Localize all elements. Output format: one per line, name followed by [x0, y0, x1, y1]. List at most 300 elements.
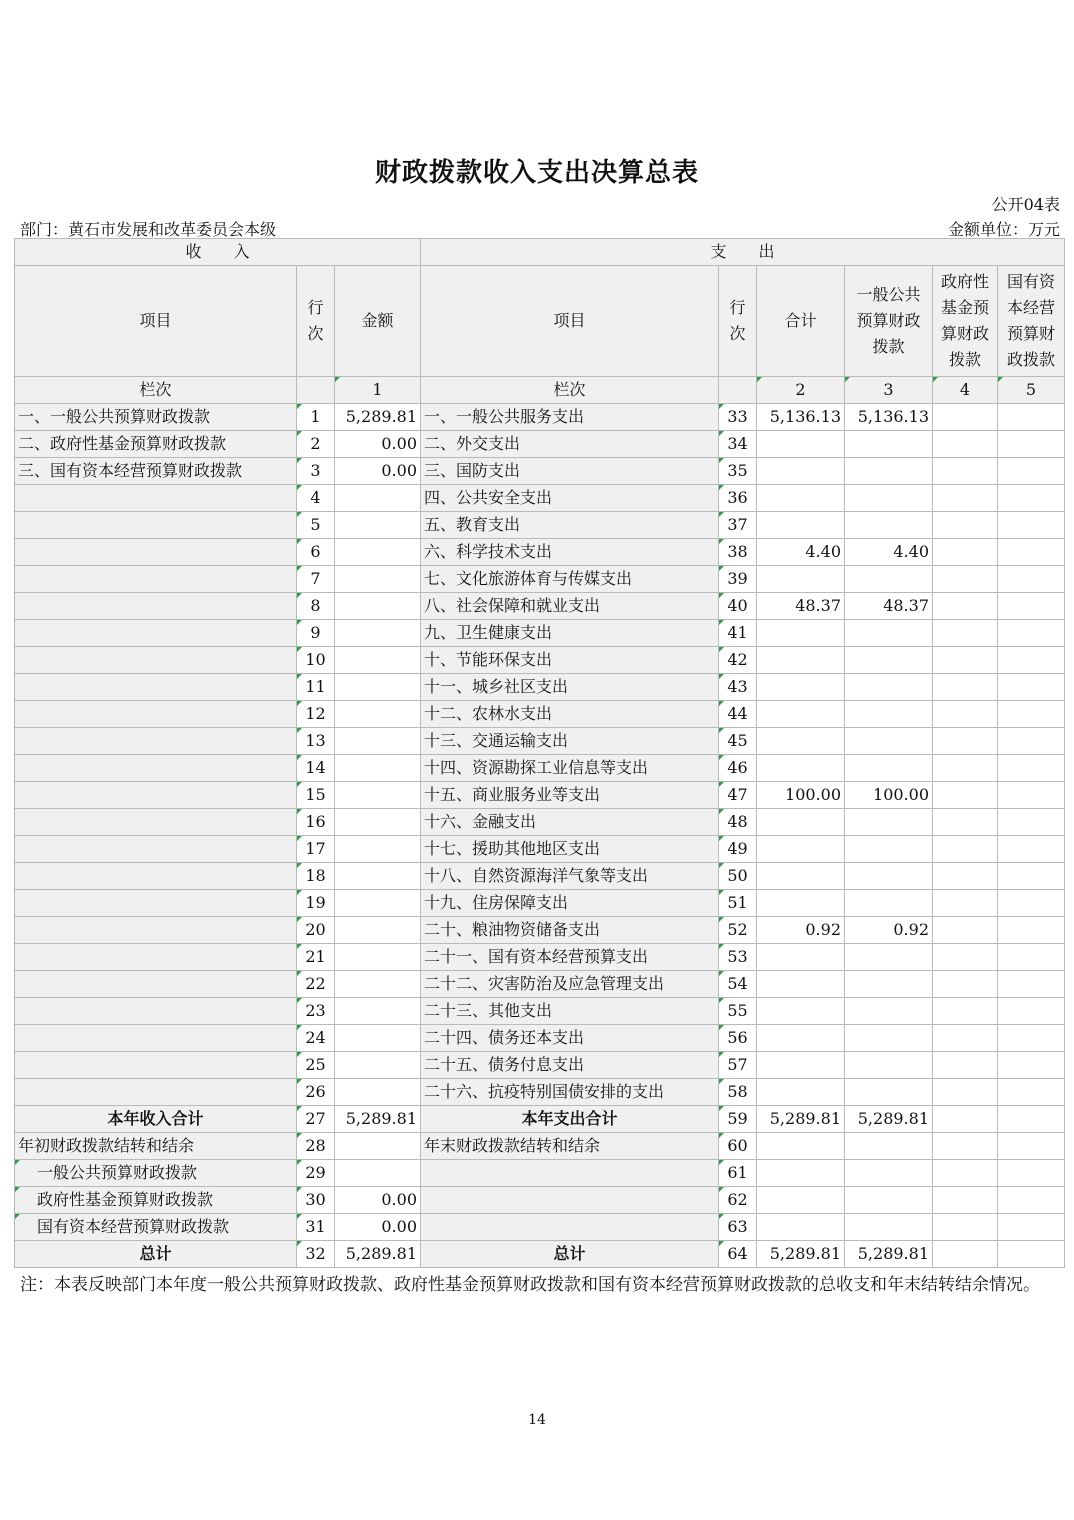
state-capital-amount-cell	[998, 593, 1065, 620]
income-row-no-cell: 25	[297, 1052, 335, 1079]
income-amount-cell	[335, 1025, 421, 1052]
table-row	[15, 458, 1065, 485]
expense-item-cell: 三、国防支出	[421, 458, 719, 485]
expense-row-no-cell: 63	[719, 1214, 757, 1241]
income-item-cell	[15, 701, 297, 728]
income-row-no-cell: 2	[297, 431, 335, 458]
expense-item-cell	[421, 1214, 719, 1241]
expense-item-cell: 一、一般公共服务支出	[421, 404, 719, 431]
gov-fund-amount-cell	[933, 971, 998, 998]
expense-total-cell	[757, 755, 845, 782]
carry-row	[15, 1133, 1065, 1160]
table-row	[15, 593, 1065, 620]
gov-fund-header: 政府性 基金预 算财政 拨款	[933, 266, 998, 377]
income-row-no-cell: 10	[297, 647, 335, 674]
income-row-no-cell: 9	[297, 620, 335, 647]
expense-group-header: 支 出	[421, 239, 1065, 266]
income-row-no-cell: 27	[297, 1106, 335, 1133]
general-budget-amount-cell	[845, 647, 933, 674]
income-amount-cell	[335, 863, 421, 890]
gov-fund-amount-cell	[933, 728, 998, 755]
expense-row-no-cell: 41	[719, 620, 757, 647]
income-row-no-cell: 4	[297, 485, 335, 512]
expense-item-cell: 十二、农林水支出	[421, 701, 719, 728]
general-budget-amount-cell	[845, 809, 933, 836]
income-item-header: 项目	[15, 266, 297, 377]
expense-total-cell	[757, 944, 845, 971]
gov-fund-amount-cell	[933, 485, 998, 512]
blank-cell	[719, 377, 757, 404]
state-capital-amount-cell	[998, 1133, 1065, 1160]
expense-total-cell	[757, 485, 845, 512]
income-amount-cell	[335, 998, 421, 1025]
state-capital-amount-cell	[998, 458, 1065, 485]
income-amount-cell	[335, 1079, 421, 1106]
expense-total-cell: 5,289.81	[757, 1241, 845, 1268]
expense-row-no-cell: 61	[719, 1160, 757, 1187]
expense-total-cell	[757, 998, 845, 1025]
state-capital-amount-cell	[998, 701, 1065, 728]
income-amount-cell	[335, 890, 421, 917]
table-row	[15, 1052, 1065, 1079]
col-number-2: 2	[757, 377, 845, 404]
expense-item-cell: 二十三、其他支出	[421, 998, 719, 1025]
general-budget-amount-cell: 0.92	[845, 917, 933, 944]
general-budget-amount-cell	[845, 728, 933, 755]
income-amount-cell: 5,289.81	[335, 404, 421, 431]
table-row	[15, 512, 1065, 539]
expense-row-no-cell: 35	[719, 458, 757, 485]
general-budget-amount-cell	[845, 863, 933, 890]
gov-fund-amount-cell	[933, 1133, 998, 1160]
income-item-cell: 政府性基金预算财政拨款	[15, 1187, 297, 1214]
general-budget-amount-cell: 5,289.81	[845, 1241, 933, 1268]
income-row-no-cell: 26	[297, 1079, 335, 1106]
income-amount-cell	[335, 566, 421, 593]
income-row-no-cell: 32	[297, 1241, 335, 1268]
expense-item-cell: 二、外交支出	[421, 431, 719, 458]
income-item-cell: 本年收入合计	[15, 1106, 297, 1133]
expense-total-cell	[757, 728, 845, 755]
income-amount-cell	[335, 728, 421, 755]
state-capital-amount-cell	[998, 863, 1065, 890]
income-item-cell	[15, 539, 297, 566]
income-amount-cell	[335, 755, 421, 782]
expense-row-no-cell: 42	[719, 647, 757, 674]
table-row	[15, 863, 1065, 890]
general-budget-amount-cell	[845, 1214, 933, 1241]
gov-fund-amount-cell	[933, 701, 998, 728]
income-item-cell	[15, 1052, 297, 1079]
gov-fund-amount-cell	[933, 836, 998, 863]
income-amount-cell: 0.00	[335, 458, 421, 485]
budget-summary-table	[14, 238, 1065, 1268]
income-row-no-cell: 23	[297, 998, 335, 1025]
income-row-no-cell: 5	[297, 512, 335, 539]
column-number-row	[15, 377, 1065, 404]
expense-row-no-cell: 56	[719, 1025, 757, 1052]
table-row	[15, 890, 1065, 917]
state-capital-amount-cell	[998, 917, 1065, 944]
table-row	[15, 404, 1065, 431]
income-col-label: 栏次	[15, 377, 297, 404]
col-number-5: 5	[998, 377, 1065, 404]
column-header-row	[15, 266, 1065, 377]
income-item-cell: 年初财政拨款结转和结余	[15, 1133, 297, 1160]
expense-item-cell: 十一、城乡社区支出	[421, 674, 719, 701]
state-capital-amount-cell	[998, 809, 1065, 836]
expense-row-no-cell: 34	[719, 431, 757, 458]
income-item-cell	[15, 809, 297, 836]
expense-item-cell: 二十、粮油物资储备支出	[421, 917, 719, 944]
income-item-cell	[15, 485, 297, 512]
expense-total-cell: 100.00	[757, 782, 845, 809]
general-budget-amount-cell	[845, 620, 933, 647]
table-row	[15, 971, 1065, 998]
expense-total-cell	[757, 1133, 845, 1160]
expense-row-no-cell: 54	[719, 971, 757, 998]
income-row-no-cell: 13	[297, 728, 335, 755]
income-amount-cell: 5,289.81	[335, 1106, 421, 1133]
general-budget-amount-cell	[845, 755, 933, 782]
expense-total-cell	[757, 431, 845, 458]
income-amount-cell: 5,289.81	[335, 1241, 421, 1268]
general-budget-amount-cell: 100.00	[845, 782, 933, 809]
income-row-no-cell: 29	[297, 1160, 335, 1187]
expense-total-cell	[757, 512, 845, 539]
gov-fund-amount-cell	[933, 1241, 998, 1268]
expense-total-cell: 0.92	[757, 917, 845, 944]
expense-item-cell: 十五、商业服务业等支出	[421, 782, 719, 809]
income-item-cell	[15, 647, 297, 674]
income-row-no-cell: 30	[297, 1187, 335, 1214]
income-item-cell	[15, 512, 297, 539]
expense-row-no-cell: 59	[719, 1106, 757, 1133]
income-item-cell	[15, 620, 297, 647]
general-budget-amount-cell	[845, 836, 933, 863]
state-capital-amount-cell	[998, 1025, 1065, 1052]
income-row-no-cell: 6	[297, 539, 335, 566]
state-capital-amount-cell	[998, 890, 1065, 917]
general-budget-amount-cell	[845, 998, 933, 1025]
expense-row-no-cell: 51	[719, 890, 757, 917]
gov-fund-amount-cell	[933, 1160, 998, 1187]
general-budget-amount-cell	[845, 431, 933, 458]
income-row-no-cell: 14	[297, 755, 335, 782]
expense-item-cell: 十八、自然资源海洋气象等支出	[421, 863, 719, 890]
expense-row-no-cell: 44	[719, 701, 757, 728]
expense-item-cell: 十、节能环保支出	[421, 647, 719, 674]
state-capital-amount-cell	[998, 1079, 1065, 1106]
state-capital-amount-cell	[998, 620, 1065, 647]
income-item-cell	[15, 755, 297, 782]
gov-fund-amount-cell	[933, 1214, 998, 1241]
col-number-3: 3	[845, 377, 933, 404]
expense-total-cell: 48.37	[757, 593, 845, 620]
general-budget-amount-cell	[845, 1133, 933, 1160]
income-amount-cell	[335, 593, 421, 620]
state-capital-amount-cell	[998, 485, 1065, 512]
income-amount-cell	[335, 701, 421, 728]
table-row	[15, 755, 1065, 782]
page-number: 14	[528, 1412, 546, 1428]
expense-total-cell	[757, 620, 845, 647]
expense-item-header: 项目	[421, 266, 719, 377]
income-amount-cell	[335, 971, 421, 998]
expense-total-cell	[757, 971, 845, 998]
income-item-cell	[15, 917, 297, 944]
expense-total-cell	[757, 809, 845, 836]
gov-fund-amount-cell	[933, 1079, 998, 1106]
expense-row-no-cell: 48	[719, 809, 757, 836]
gov-fund-amount-cell	[933, 647, 998, 674]
general-budget-amount-cell: 48.37	[845, 593, 933, 620]
expense-item-cell: 二十二、灾害防治及应急管理支出	[421, 971, 719, 998]
income-group-header: 收 入	[15, 239, 421, 266]
expense-item-cell: 五、教育支出	[421, 512, 719, 539]
income-row-no-cell: 16	[297, 809, 335, 836]
general-budget-amount-cell	[845, 971, 933, 998]
expense-row-no-cell: 33	[719, 404, 757, 431]
expense-item-cell: 四、公共安全支出	[421, 485, 719, 512]
income-item-cell	[15, 863, 297, 890]
expense-item-cell: 十三、交通运输支出	[421, 728, 719, 755]
expense-row-no-cell: 57	[719, 1052, 757, 1079]
income-item-cell: 二、政府性基金预算财政拨款	[15, 431, 297, 458]
income-item-cell	[15, 944, 297, 971]
income-amount-cell	[335, 674, 421, 701]
gov-fund-amount-cell	[933, 458, 998, 485]
income-item-cell: 三、国有资本经营预算财政拨款	[15, 458, 297, 485]
general-budget-amount-cell	[845, 512, 933, 539]
income-row-no-cell: 19	[297, 890, 335, 917]
grand-total-row	[15, 1241, 1065, 1268]
state-capital-amount-cell	[998, 1160, 1065, 1187]
state-capital-amount-cell	[998, 836, 1065, 863]
expense-item-cell: 十七、援助其他地区支出	[421, 836, 719, 863]
general-budget-amount-cell	[845, 458, 933, 485]
income-row-no-cell: 15	[297, 782, 335, 809]
subtotal-row	[15, 1106, 1065, 1133]
gov-fund-amount-cell	[933, 1052, 998, 1079]
state-capital-amount-cell	[998, 1187, 1065, 1214]
income-amount-cell	[335, 620, 421, 647]
income-row-no-cell: 22	[297, 971, 335, 998]
gov-fund-amount-cell	[933, 1106, 998, 1133]
expense-item-cell: 八、社会保障和就业支出	[421, 593, 719, 620]
expense-item-cell	[421, 1160, 719, 1187]
state-capital-amount-cell	[998, 755, 1065, 782]
general-budget-amount-cell	[845, 701, 933, 728]
general-budget-amount-cell: 4.40	[845, 539, 933, 566]
expense-row-no-cell: 46	[719, 755, 757, 782]
general-budget-amount-cell	[845, 1052, 933, 1079]
gov-fund-amount-cell	[933, 404, 998, 431]
income-item-cell: 一、一般公共预算财政拨款	[15, 404, 297, 431]
state-capital-amount-cell	[998, 1052, 1065, 1079]
state-capital-amount-cell	[998, 566, 1065, 593]
expense-total-cell: 5,136.13	[757, 404, 845, 431]
state-capital-amount-cell	[998, 431, 1065, 458]
expense-item-cell: 七、文化旅游体育与传媒支出	[421, 566, 719, 593]
income-row-no-cell: 12	[297, 701, 335, 728]
group-header-row	[15, 239, 1065, 266]
income-item-cell	[15, 674, 297, 701]
expense-row-no-header: 行 次	[719, 266, 757, 377]
income-item-cell	[15, 971, 297, 998]
income-amount-cell	[335, 917, 421, 944]
expense-row-no-cell: 40	[719, 593, 757, 620]
expense-item-cell: 年末财政拨款结转和结余	[421, 1133, 719, 1160]
income-row-no-cell: 11	[297, 674, 335, 701]
table-row	[15, 917, 1065, 944]
general-budget-header: 一般公共 预算财政 拨款	[845, 266, 933, 377]
general-budget-amount-cell: 5,289.81	[845, 1106, 933, 1133]
expense-row-no-cell: 62	[719, 1187, 757, 1214]
gov-fund-amount-cell	[933, 944, 998, 971]
income-amount-cell	[335, 539, 421, 566]
state-capital-amount-cell	[998, 1214, 1065, 1241]
income-amount-cell: 0.00	[335, 1187, 421, 1214]
general-budget-amount-cell	[845, 1079, 933, 1106]
department-label: 部门：黄石市发展和改革委员会本级	[20, 220, 277, 239]
expense-row-no-cell: 55	[719, 998, 757, 1025]
table-row	[15, 728, 1065, 755]
income-item-cell	[15, 836, 297, 863]
expense-item-cell: 本年支出合计	[421, 1106, 719, 1133]
state-capital-amount-cell	[998, 404, 1065, 431]
expense-row-no-cell: 39	[719, 566, 757, 593]
state-capital-amount-cell	[998, 647, 1065, 674]
income-row-no-cell: 8	[297, 593, 335, 620]
state-capital-amount-cell	[998, 1241, 1065, 1268]
gov-fund-amount-cell	[933, 782, 998, 809]
expense-row-no-cell: 50	[719, 863, 757, 890]
expense-item-cell	[421, 1187, 719, 1214]
gov-fund-amount-cell	[933, 917, 998, 944]
expense-row-no-cell: 47	[719, 782, 757, 809]
expense-total-cell	[757, 1187, 845, 1214]
income-item-cell	[15, 782, 297, 809]
state-capital-amount-cell	[998, 539, 1065, 566]
income-amount-cell	[335, 836, 421, 863]
income-item-cell	[15, 566, 297, 593]
state-capital-amount-cell	[998, 998, 1065, 1025]
expense-total-cell	[757, 836, 845, 863]
income-amount-cell: 0.00	[335, 431, 421, 458]
income-amount-cell: 0.00	[335, 1214, 421, 1241]
expense-total-cell: 5,289.81	[757, 1106, 845, 1133]
income-amount-cell	[335, 512, 421, 539]
expense-item-cell: 二十六、抗疫特别国债安排的支出	[421, 1079, 719, 1106]
general-budget-amount-cell	[845, 566, 933, 593]
table-row	[15, 1079, 1065, 1106]
gov-fund-amount-cell	[933, 512, 998, 539]
expense-item-cell: 二十五、债务付息支出	[421, 1052, 719, 1079]
general-budget-amount-cell: 5,136.13	[845, 404, 933, 431]
income-amount-cell	[335, 809, 421, 836]
expense-total-cell	[757, 1052, 845, 1079]
expense-row-no-cell: 60	[719, 1133, 757, 1160]
income-row-no-cell: 17	[297, 836, 335, 863]
gov-fund-amount-cell	[933, 863, 998, 890]
expense-total-cell	[757, 458, 845, 485]
gov-fund-amount-cell	[933, 593, 998, 620]
state-capital-amount-cell	[998, 512, 1065, 539]
expense-total-cell	[757, 566, 845, 593]
table-row	[15, 809, 1065, 836]
income-row-no-cell: 24	[297, 1025, 335, 1052]
expense-row-no-cell: 58	[719, 1079, 757, 1106]
general-budget-amount-cell	[845, 485, 933, 512]
income-row-no-cell: 21	[297, 944, 335, 971]
state-capital-amount-cell	[998, 782, 1065, 809]
income-item-cell	[15, 728, 297, 755]
expense-item-cell: 十六、金融支出	[421, 809, 719, 836]
expense-item-cell: 十九、住房保障支出	[421, 890, 719, 917]
income-item-cell	[15, 1079, 297, 1106]
col-number-4: 4	[933, 377, 998, 404]
general-budget-amount-cell	[845, 674, 933, 701]
income-row-no-header: 行 次	[297, 266, 335, 377]
carry-row	[15, 1187, 1065, 1214]
general-budget-amount-cell	[845, 890, 933, 917]
income-amount-cell	[335, 485, 421, 512]
income-row-no-cell: 31	[297, 1214, 335, 1241]
income-item-cell	[15, 593, 297, 620]
income-item-cell	[15, 998, 297, 1025]
expense-total-cell	[757, 1214, 845, 1241]
gov-fund-amount-cell	[933, 755, 998, 782]
table-row	[15, 998, 1065, 1025]
income-row-no-cell: 20	[297, 917, 335, 944]
general-budget-amount-cell	[845, 1187, 933, 1214]
state-capital-header: 国有资 本经营 预算财 政拨款	[998, 266, 1065, 377]
income-item-cell	[15, 890, 297, 917]
gov-fund-amount-cell	[933, 431, 998, 458]
table-row	[15, 620, 1065, 647]
income-row-no-cell: 28	[297, 1133, 335, 1160]
table-row	[15, 836, 1065, 863]
expense-item-cell: 六、科学技术支出	[421, 539, 719, 566]
gov-fund-amount-cell	[933, 890, 998, 917]
general-budget-amount-cell	[845, 944, 933, 971]
expense-total-cell	[757, 1079, 845, 1106]
income-row-no-cell: 7	[297, 566, 335, 593]
expense-item-cell: 二十一、国有资本经营预算支出	[421, 944, 719, 971]
expense-row-no-cell: 45	[719, 728, 757, 755]
gov-fund-amount-cell	[933, 1187, 998, 1214]
income-item-cell: 国有资本经营预算财政拨款	[15, 1214, 297, 1241]
table-note: 注：本表反映部门本年度一般公共预算财政拨款、政府性基金预算财政拨款和国有资本经营预算财政拨款的总收支和年末结转结余情况。	[20, 1275, 1040, 1295]
gov-fund-amount-cell	[933, 539, 998, 566]
expense-item-cell: 九、卫生健康支出	[421, 620, 719, 647]
expense-row-no-cell: 53	[719, 944, 757, 971]
expense-row-no-cell: 38	[719, 539, 757, 566]
income-amount-cell	[335, 647, 421, 674]
expense-total-cell	[757, 674, 845, 701]
page-title: 财政拨款收入支出决算总表	[374, 158, 699, 188]
col-number-1: 1	[335, 377, 421, 404]
gov-fund-amount-cell	[933, 1025, 998, 1052]
income-item-cell	[15, 1025, 297, 1052]
blank-cell	[297, 377, 335, 404]
income-amount-cell	[335, 1160, 421, 1187]
income-amount-header: 金额	[335, 266, 421, 377]
expense-total-cell	[757, 890, 845, 917]
table-row	[15, 674, 1065, 701]
table-row	[15, 647, 1065, 674]
